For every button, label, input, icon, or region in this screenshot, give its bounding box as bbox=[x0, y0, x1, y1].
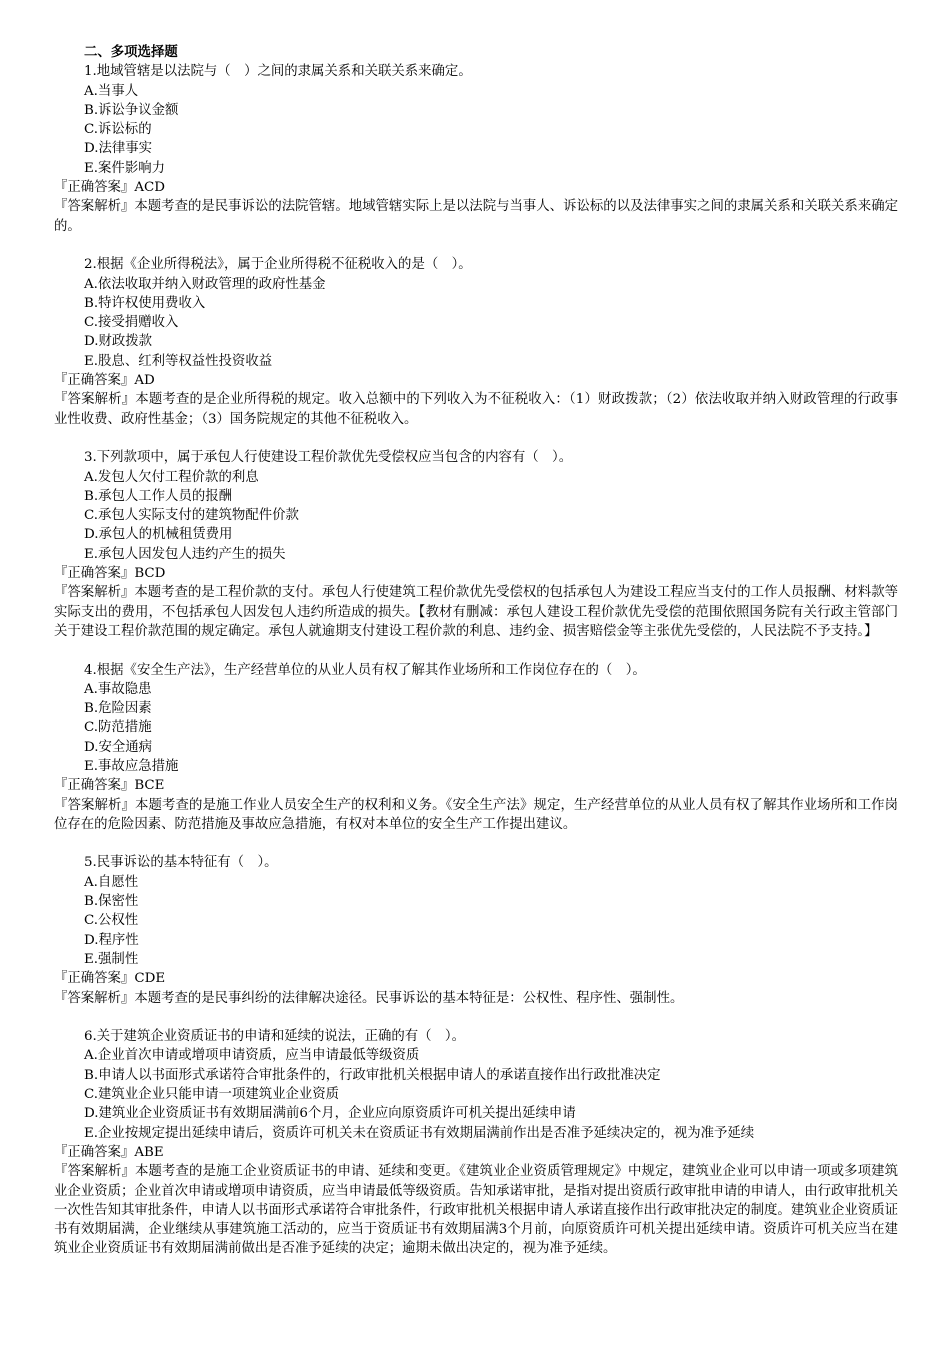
option-c: C.接受捐赠收入 bbox=[84, 315, 179, 331]
spacer bbox=[54, 834, 898, 853]
question-block-6 bbox=[54, 1027, 898, 1259]
option-d: D.安全通病 bbox=[84, 739, 153, 755]
answer-analysis: 『答案解析』本题考查的是施工作业人员安全生产的权利和义务。《安全生产法》规定，生产经营单位的从业人员有权了解其作业场所和工作岗位存在的危险因素、防范措施及事故应急措施，有权对本单位的安全生产工作提出建议。 bbox=[54, 797, 898, 832]
option-c: C.诉讼标的 bbox=[84, 122, 152, 138]
option-c: C.承包人实际支付的建筑物配件价款 bbox=[84, 508, 299, 524]
option-a: A.自愿性 bbox=[84, 874, 139, 890]
option-b: B.特许权使用费收入 bbox=[84, 295, 206, 311]
option-b: B.申请人以书面形式承诺符合审批条件的，行政审批机关根据申请人的承诺直接作出行政批准决定 bbox=[84, 1067, 661, 1083]
answer-analysis: 『答案解析』本题考查的是施工企业资质证书的申请、延续和变更。《建筑业企业资质管理规定》中规定，建筑业企业可以申请一项或多项建筑业企业资质；企业首次申请或增项申请资质，应当申请最低等级资质。告知承诺审批，是指对提出资质行政审批申请的申请人，由行政审批机关一次性告知其审批条件，申请人以书面形式承诺符合审批条件，行政审批机关根据申请人承诺直接作出行政审批决定的制度。建筑业企业资质证书有效期届满，企业继续从事建筑施工活动的，应当于资质证书有效期届满3个月前，向原资质许可机关提出延续申请。资质许可机关应当在建筑业企业资质证书有效期届满前做出是否准予延续的决定；逾期未做出决定的，视为准予延续。 bbox=[54, 1164, 898, 1257]
option-a: A.事故隐患 bbox=[84, 681, 152, 697]
correct-answer: 『正确答案』ACD bbox=[54, 180, 165, 196]
option-d: D.建筑业企业资质证书有效期届满前6个月，企业应向原资质许可机关提出延续申请 bbox=[84, 1106, 576, 1122]
answer-analysis: 『答案解析』本题考查的是民事纠纷的法律解决途径。民事诉讼的基本特征是：公权性、程序性、强制性。 bbox=[54, 990, 684, 1006]
correct-answer: 『正确答案』BCD bbox=[54, 566, 166, 582]
option-e: E.企业按规定提出延续申请后，资质许可机关未在资质证书有效期届满前作出是否准予延续决定的，视为准予延续 bbox=[84, 1125, 755, 1141]
question-block-4 bbox=[54, 661, 898, 835]
option-b: B.承包人工作人员的报酬 bbox=[84, 488, 233, 504]
spacer bbox=[54, 641, 898, 660]
option-c: C.建筑业企业只能申请一项建筑业企业资质 bbox=[84, 1087, 340, 1103]
question-block-3 bbox=[54, 448, 898, 641]
option-e: E.事故应急措施 bbox=[84, 758, 179, 774]
option-b: B.危险因素 bbox=[84, 701, 152, 717]
question-block-2 bbox=[54, 255, 898, 429]
option-c: C.公权性 bbox=[84, 913, 139, 929]
option-d: D.财政拨款 bbox=[84, 334, 153, 350]
correct-answer: 『正确答案』AD bbox=[54, 373, 155, 389]
option-e: E.承包人因发包人违约产生的损失 bbox=[84, 546, 286, 562]
option-e: E.股息、红利等权益性投资收益 bbox=[84, 353, 273, 369]
section-title: 二、多项选择题 bbox=[84, 44, 178, 60]
question-text: 5.民事诉讼的基本特征有（ ）。 bbox=[84, 855, 278, 871]
option-b: B.保密性 bbox=[84, 894, 139, 910]
question-block-5 bbox=[54, 853, 898, 1007]
option-d: D.程序性 bbox=[84, 932, 139, 948]
option-e: E.强制性 bbox=[84, 951, 139, 967]
question-text: 4.根据《安全生产法》，生产经营单位的从业人员有权了解其作业场所和工作岗位存在的（ ）。 bbox=[84, 662, 646, 678]
question-block-1 bbox=[54, 62, 898, 236]
option-e: E.案件影响力 bbox=[84, 160, 165, 176]
question-text: 1.地域管辖是以法院与（ ）之间的隶属关系和关联关系来确定。 bbox=[84, 64, 472, 80]
spacer bbox=[54, 236, 898, 255]
question-text: 6.关于建筑企业资质证书的申请和延续的说法，正确的有（ ）。 bbox=[84, 1029, 466, 1045]
option-d: D.承包人的机械租赁费用 bbox=[84, 527, 233, 543]
spacer bbox=[54, 429, 898, 448]
correct-answer: 『正确答案』BCE bbox=[54, 778, 165, 794]
option-a: A.依法收取并纳入财政管理的政府性基金 bbox=[84, 276, 326, 292]
correct-answer: 『正确答案』ABE bbox=[54, 1144, 164, 1160]
option-c: C.防范措施 bbox=[84, 720, 152, 736]
option-a: A.当事人 bbox=[84, 83, 139, 99]
option-a: A.发包人欠付工程价款的利息 bbox=[84, 469, 259, 485]
question-text: 3.下列款项中，属于承包人行使建设工程价款优先受偿权应当包含的内容有（ ）。 bbox=[84, 450, 573, 466]
answer-analysis: 『答案解析』本题考查的是企业所得税的规定。收入总额中的下列收入为不征税收入：（1）财政拨款；（2）依法收取并纳入财政管理的行政事业性收费、政府性基金；（3）国务院规定的其他不征税收入。 bbox=[54, 392, 898, 427]
option-a: A.企业首次申请或增项申请资质，应当申请最低等级资质 bbox=[84, 1048, 420, 1064]
option-b: B.诉讼争议金额 bbox=[84, 102, 179, 118]
correct-answer: 『正确答案』CDE bbox=[54, 971, 166, 987]
option-d: D.法律事实 bbox=[84, 141, 153, 157]
answer-analysis: 『答案解析』本题考查的是工程价款的支付。承包人行使建筑工程价款优先受偿权的包括承包人为建设工程应当支付的工作人员报酬、材料款等实际支出的费用，不包括承包人因发包人违约所造成的损失。【教材有删减：承包人建设工程价款优先受偿的范围依照国务院有关行政主管部门关于建设工程价款范围的规定确定。承包人就逾期支付建设工程价款的利息、违约金、损害赔偿金等主张优先受偿的，人民法院不予支持。】 bbox=[54, 585, 898, 639]
answer-analysis: 『答案解析』本题考查的是民事诉讼的法院管辖。地域管辖实际上是以法院与当事人、诉讼标的以及法律事实之间的隶属关系和关联关系来确定的。 bbox=[54, 199, 898, 234]
spacer bbox=[54, 1008, 898, 1027]
question-text: 2.根据《企业所得税法》，属于企业所得税不征税收入的是（ ）。 bbox=[84, 257, 472, 273]
